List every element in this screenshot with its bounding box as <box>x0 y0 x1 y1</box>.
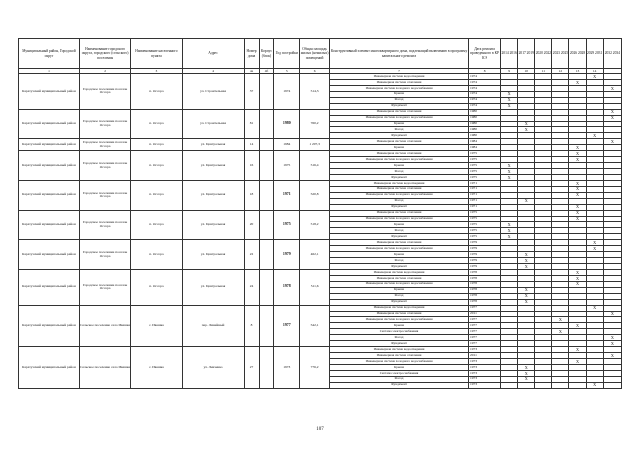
settlement-header: Наименование городского округа, городского (сельского) поселения <box>79 39 130 69</box>
component-cell: Инженерная система холодного водоснабжения <box>330 157 469 163</box>
address-cell: ул. Центральная <box>182 151 244 181</box>
period-mark: X <box>569 204 586 210</box>
period-mark: X <box>603 139 621 145</box>
component-cell: Инженерная система отопления <box>330 151 469 157</box>
last-repair-cell: 1975 <box>469 222 501 228</box>
component-cell: Крыша <box>330 222 469 228</box>
locality-cell: п. Оссора <box>131 180 182 210</box>
house-number-cell: 37 <box>244 74 259 110</box>
period-header: 2026 2028 <box>569 39 586 69</box>
block-cell <box>259 139 274 151</box>
component-cell: Фасад <box>330 293 469 299</box>
district-cell: Каратузский муниципальный район <box>19 74 80 110</box>
settlement-cell: Городское поселение поселок Оссора <box>79 74 130 110</box>
last-repair-cell: 1980 <box>469 133 501 139</box>
period-mark: X <box>501 169 518 175</box>
last-repair-cell: 1977 <box>469 329 501 335</box>
last-repair-cell: 1973 <box>469 359 501 365</box>
period-mark: X <box>518 376 535 382</box>
total-area-cell: 1 207,3 <box>300 139 330 151</box>
district-cell: Каратузский муниципальный район <box>19 109 80 139</box>
address-cell: ул. Строительная <box>182 109 244 139</box>
period-mark: X <box>569 216 586 222</box>
block-cell <box>259 347 274 389</box>
settlement-cell: Городское поселение поселок Оссора <box>79 240 130 270</box>
period-mark: X <box>603 85 621 91</box>
period-mark: X <box>603 341 621 347</box>
address-cell: ул. Строительная <box>182 74 244 110</box>
last-repair-cell: 1975 <box>469 157 501 163</box>
component-cell: Фундамент <box>330 103 469 109</box>
last-repair-cell: 1977 <box>469 305 501 311</box>
district-cell: Каратузский муниципальный район <box>19 240 80 270</box>
component-cell: Инженерная система холодного водоснабжения <box>330 359 469 365</box>
total-area-cell: 516,4 <box>300 151 330 181</box>
component-cell: Крыша <box>330 145 469 151</box>
component-cell: Фасад <box>330 127 469 133</box>
last-repair-cell: 1980 <box>469 127 501 133</box>
district-cell: Каратузский муниципальный район <box>19 139 80 151</box>
component-cell: Фасад <box>330 169 469 175</box>
component-cell: Крыша <box>330 252 469 258</box>
period-mark: X <box>586 246 603 252</box>
period-mark: X <box>518 121 535 127</box>
last-repair-cell: 1974 <box>469 79 501 85</box>
column-number: 10 <box>518 69 535 74</box>
built-year-cell: 1975 <box>274 151 300 181</box>
column-number: 11 <box>535 69 552 74</box>
period-mark: X <box>569 323 586 329</box>
period-mark: X <box>569 192 586 198</box>
period-mark: X <box>501 234 518 240</box>
house-number-cell: 24 <box>244 269 259 305</box>
last-repair-cell: 1975 <box>469 216 501 222</box>
component-cell: Крыша <box>330 163 469 169</box>
last-repair-cell: 1978 <box>469 293 501 299</box>
period-mark <box>603 382 621 388</box>
last-repair-cell: 1974 <box>469 97 501 103</box>
total-area-cell: 542,1 <box>300 305 330 347</box>
last-repair-cell: 1975 <box>469 210 501 216</box>
period-mark: X <box>518 364 535 370</box>
column-number: 14 <box>586 69 603 74</box>
last-repair-cell: 1978 <box>469 287 501 293</box>
period-mark: X <box>586 382 603 388</box>
total-area-cell: 511,6 <box>300 269 330 305</box>
period-mark: X <box>586 305 603 311</box>
house-number-cell: 81 <box>244 109 259 139</box>
address-cell: ул. Левченко <box>182 347 244 389</box>
header-row <box>19 39 622 69</box>
component-cell: Фундамент <box>330 264 469 270</box>
component-header: Конструктивный элемент многоквартирного дома, подлежащий включению в программу капитального ремонта <box>330 39 469 69</box>
total-area-cell: 776,2 <box>300 347 330 389</box>
component-cell: Фасад <box>330 97 469 103</box>
settlement-cell: Городское поселение поселок Оссора <box>79 151 130 181</box>
address-cell: ул. Центральная <box>182 139 244 151</box>
column-number: 8 <box>469 69 501 74</box>
locality-cell: п. Оссора <box>131 109 182 139</box>
settlement-cell: Сельское поселение село Ивашка <box>79 305 130 347</box>
block-cell <box>259 240 274 270</box>
period-header: 2014 2016 <box>501 39 518 69</box>
period-mark: X <box>518 264 535 270</box>
period-header: 2017 2019 <box>518 39 535 69</box>
component-cell: Крыша <box>330 91 469 97</box>
period-header: 2032 2034 <box>603 39 621 69</box>
built-year-cell: 1974 <box>274 74 300 110</box>
last-repair-cell: 1984 <box>469 139 501 145</box>
last-repair-cell: 1979 <box>469 264 501 270</box>
total-area-cell: 514,3 <box>300 74 330 110</box>
last-repair-cell: 1975 <box>469 163 501 169</box>
period-mark: X <box>569 347 586 353</box>
period-mark: X <box>501 228 518 234</box>
component-cell: Крыша <box>330 121 469 127</box>
component-cell: Инженерная система отопления <box>330 210 469 216</box>
capital-repair-program-table <box>18 38 622 389</box>
locality-cell: с. Ивашка <box>131 305 182 347</box>
component-cell: Инженерная система водоотведения <box>330 74 469 80</box>
last-repair-cell: 1975 <box>469 228 501 234</box>
block-cell <box>259 180 274 210</box>
total-area-cell: 518,2 <box>300 210 330 240</box>
period-mark: X <box>518 198 535 204</box>
settlement-cell: Городское поселение поселок Оссора <box>79 109 130 139</box>
period-mark: X <box>501 174 518 180</box>
period-mark: X <box>501 103 518 109</box>
period-mark: X <box>569 180 586 186</box>
house-number-cell: 18 <box>244 180 259 210</box>
component-cell: Инженерная система холодного водоснабжения <box>330 246 469 252</box>
last-repair-cell: 2011 <box>469 353 501 359</box>
settlement-cell: Сельское поселение село Ивашка <box>79 347 130 389</box>
component-cell: Фундамент <box>330 174 469 180</box>
built-year-cell: 1978 <box>274 269 300 305</box>
district-cell: Каратузский муниципальный район <box>19 151 80 181</box>
component-cell: Фундамент <box>330 382 469 388</box>
last-repair-cell: 1973 <box>469 364 501 370</box>
component-cell: Инженерная система отопления <box>330 275 469 281</box>
period-mark: X <box>518 127 535 133</box>
component-cell: Инженерная система холодного водоснабжения <box>330 85 469 91</box>
period-mark: X <box>569 145 586 151</box>
block-cell <box>259 305 274 347</box>
component-cell: Инженерная система отопления <box>330 109 469 115</box>
component-cell: Инженерная система холодного водоснабжения <box>330 317 469 323</box>
block-cell <box>259 269 274 305</box>
block-cell <box>259 74 274 110</box>
last-repair-cell: 1971 <box>469 192 501 198</box>
component-cell: Фундамент <box>330 234 469 240</box>
address-cell: ул. Центральная <box>182 269 244 305</box>
last-repair-cell: 1977 <box>469 317 501 323</box>
last-repair-cell: 1974 <box>469 91 501 97</box>
component-cell: Система электроснабжения <box>330 329 469 335</box>
last-repair-cell: 1979 <box>469 246 501 252</box>
component-cell: Инженерная система холодного водоснабжения <box>330 281 469 287</box>
period-mark: X <box>518 370 535 376</box>
last-repair-cell: 1978 <box>469 269 501 275</box>
block-cell <box>259 151 274 181</box>
last-repair-cell: 1975 <box>469 234 501 240</box>
last-repair-cell: 1980 <box>469 121 501 127</box>
block-cell <box>259 109 274 139</box>
component-cell: Фасад <box>330 228 469 234</box>
house-number-cell: 22 <box>244 240 259 270</box>
last-repair-cell: 1971 <box>469 186 501 192</box>
component-cell: Инженерная система отопления <box>330 353 469 359</box>
table-header <box>19 39 622 74</box>
period-mark: X <box>569 151 586 157</box>
period-mark: X <box>569 269 586 275</box>
period-mark: X <box>518 252 535 258</box>
period-mark <box>518 382 535 388</box>
locality-cell: п. Оссора <box>131 139 182 151</box>
built-year-cell: 1979 <box>274 240 300 270</box>
last-repair-cell: 1977 <box>469 335 501 341</box>
period-mark: X <box>552 329 569 335</box>
last-repair-cell: 1978 <box>469 299 501 305</box>
period-mark: X <box>518 299 535 305</box>
locality-cell: с. Ивашка <box>131 347 182 389</box>
total-area-cell: 520,8 <box>300 180 330 210</box>
component-cell: Инженерная система водоотведения <box>330 305 469 311</box>
column-number: 6 <box>300 69 330 74</box>
component-cell: Инженерная система отопления <box>330 186 469 192</box>
address-header: Адрес <box>182 39 244 69</box>
house-number-cell: 14 <box>244 139 259 151</box>
last-repair-cell: 1978 <box>469 281 501 287</box>
last-repair-cell: 1984 <box>469 145 501 151</box>
period-mark: X <box>603 353 621 359</box>
component-cell: Система электроснабжения <box>330 370 469 376</box>
house-number-cell: 20 <box>244 210 259 240</box>
last-repair-cell: 1980 <box>469 109 501 115</box>
last-repair-cell: 1975 <box>469 174 501 180</box>
column-number: 12 <box>552 69 569 74</box>
period-mark: X <box>569 275 586 281</box>
built-year-cell: 1977 <box>274 305 300 347</box>
component-cell: Инженерная система отопления <box>330 311 469 317</box>
period-mark: X <box>603 311 621 317</box>
house-number-cell: 16 <box>244 151 259 181</box>
last-repair-cell: 1975 <box>469 169 501 175</box>
district-cell: Каратузский муниципальный район <box>19 305 80 347</box>
last-repair-cell: 1973 <box>469 376 501 382</box>
period-mark: X <box>569 157 586 163</box>
period-mark: X <box>569 79 586 85</box>
address-cell: ул. Центральная <box>182 180 244 210</box>
last-repair-header: Дата ремонта проведенного в КР КЭ <box>469 39 501 69</box>
component-cell: Инженерная система холодного водоснабжения <box>330 115 469 121</box>
period-mark <box>501 382 518 388</box>
period-header: 2029 2031 <box>586 39 603 69</box>
component-cell: Инженерная система отопления <box>330 79 469 85</box>
period-mark: X <box>501 222 518 228</box>
column-number: 9 <box>501 69 518 74</box>
locality-cell: п. Оссора <box>131 74 182 110</box>
last-repair-cell: 1979 <box>469 240 501 246</box>
period-header: 2023 2025 <box>552 39 569 69</box>
last-repair-cell: 1971 <box>469 204 501 210</box>
page-number: 107 <box>316 427 324 432</box>
built-year-header: Год постройки <box>274 39 300 69</box>
settlement-cell: Городское поселение поселок Оссора <box>79 180 130 210</box>
built-year-cell: 1975 <box>274 210 300 240</box>
house-number-header: Номер дома <box>244 39 259 69</box>
component-cell: Инженерная система водоотведения <box>330 269 469 275</box>
last-repair-cell: 1977 <box>469 341 501 347</box>
component-cell: Фундамент <box>330 341 469 347</box>
column-number: 5 <box>274 69 300 74</box>
component-cell: Крыша <box>330 323 469 329</box>
period-mark: X <box>603 109 621 115</box>
last-repair-cell: 1979 <box>469 258 501 264</box>
period-mark: X <box>603 115 621 121</box>
last-repair-cell: 1979 <box>469 252 501 258</box>
last-repair-cell: 2011 <box>469 311 501 317</box>
last-repair-cell: 1977 <box>469 323 501 329</box>
district-cell: Каратузский муниципальный район <box>19 180 80 210</box>
column-number: 3 <box>131 69 182 74</box>
district-cell: Каратузский муниципальный район <box>19 347 80 389</box>
last-repair-cell: 1973 <box>469 370 501 376</box>
address-cell: ул. Центральная <box>182 240 244 270</box>
component-cell: Фасад <box>330 376 469 382</box>
column-number: 13 <box>569 69 586 74</box>
built-year-cell: 1980 <box>274 109 300 139</box>
address-cell: ул. Центральная <box>182 210 244 240</box>
period-mark: X <box>501 91 518 97</box>
district-cell: Каратузский муниципальный район <box>19 210 80 240</box>
period-mark: X <box>501 163 518 169</box>
component-cell: Инженерная система холодного водоснабжения <box>330 216 469 222</box>
last-repair-cell: 1980 <box>469 115 501 121</box>
period-mark <box>569 382 586 388</box>
column-number: 4б <box>259 69 274 74</box>
house-number-cell: 8 <box>244 305 259 347</box>
component-cell: Инженерная система холодного водоснабжения <box>330 192 469 198</box>
built-year-cell: 1971 <box>274 180 300 210</box>
period-mark: X <box>501 97 518 103</box>
period-mark: X <box>586 74 603 80</box>
period-mark: X <box>569 210 586 216</box>
period-mark: X <box>569 359 586 365</box>
component-cell: Крыша <box>330 364 469 370</box>
component-cell: Фасад <box>330 335 469 341</box>
district-cell: Каратузский муниципальный район <box>19 269 80 305</box>
period-mark: X <box>518 287 535 293</box>
period-mark: X <box>586 240 603 246</box>
component-cell: Фасад <box>330 258 469 264</box>
last-repair-cell: 1971 <box>469 180 501 186</box>
house-number-cell: 27 <box>244 347 259 389</box>
total-area-header: Общая площадь жилых (нежилых) помещений <box>300 39 330 69</box>
column-number: 4a <box>244 69 259 74</box>
built-year-cell: 1973 <box>274 347 300 389</box>
settlement-cell: Городское поселение поселок Оссора <box>79 210 130 240</box>
period-mark: X <box>552 317 569 323</box>
locality-cell: п. Оссора <box>131 151 182 181</box>
column-number: 2 <box>79 69 130 74</box>
last-repair-cell: 1974 <box>469 103 501 109</box>
last-repair-cell: 1973 <box>469 382 501 388</box>
locality-header: Наименование населенного пункта <box>131 39 182 69</box>
component-cell: Крыша <box>330 287 469 293</box>
component-cell: Инженерная система отопления <box>330 240 469 246</box>
settlement-cell: Городское поселение поселок Оссора <box>79 269 130 305</box>
last-repair-cell: 1971 <box>469 198 501 204</box>
component-cell: Фасад <box>330 198 469 204</box>
period-mark <box>535 382 552 388</box>
last-repair-cell: 1975 <box>469 151 501 157</box>
last-repair-cell: 1974 <box>469 74 501 80</box>
last-repair-cell: 1978 <box>469 275 501 281</box>
column-number: 7 <box>330 69 469 74</box>
total-area-cell: 462,1 <box>300 240 330 270</box>
period-mark: X <box>603 335 621 341</box>
address-cell: пер. Линейный <box>182 305 244 347</box>
component-cell: Инженерная система водоотведения <box>330 180 469 186</box>
locality-cell: п. Оссора <box>131 210 182 240</box>
total-area-cell: 760,2 <box>300 109 330 139</box>
last-repair-cell: 1974 <box>469 85 501 91</box>
column-number: 1 <box>19 69 80 74</box>
component-cell: Фундамент <box>330 133 469 139</box>
district-header: Муниципальный район, Городской округ <box>19 39 80 69</box>
locality-cell: п. Оссора <box>131 240 182 270</box>
period-mark <box>552 382 569 388</box>
period-mark: X <box>518 258 535 264</box>
table-body <box>19 74 622 389</box>
component-cell: Фундамент <box>330 204 469 210</box>
locality-cell: п. Оссора <box>131 269 182 305</box>
built-year-cell: 1984 <box>274 139 300 151</box>
period-mark: X <box>569 186 586 192</box>
component-cell: Инженерная система отопления <box>330 139 469 145</box>
period-header: 2020 2022 <box>535 39 552 69</box>
block-cell <box>259 210 274 240</box>
component-cell: Инженерная система водоотведения <box>330 347 469 353</box>
component-cell: Фундамент <box>330 299 469 305</box>
period-mark: X <box>569 281 586 287</box>
block-header: Корпус (блок) <box>259 39 274 69</box>
column-number: 4 <box>182 69 244 74</box>
period-mark: X <box>518 293 535 299</box>
last-repair-cell: 1973 <box>469 347 501 353</box>
period-mark: X <box>586 133 603 139</box>
settlement-cell: Городское поселение поселок Оссора <box>79 139 130 151</box>
